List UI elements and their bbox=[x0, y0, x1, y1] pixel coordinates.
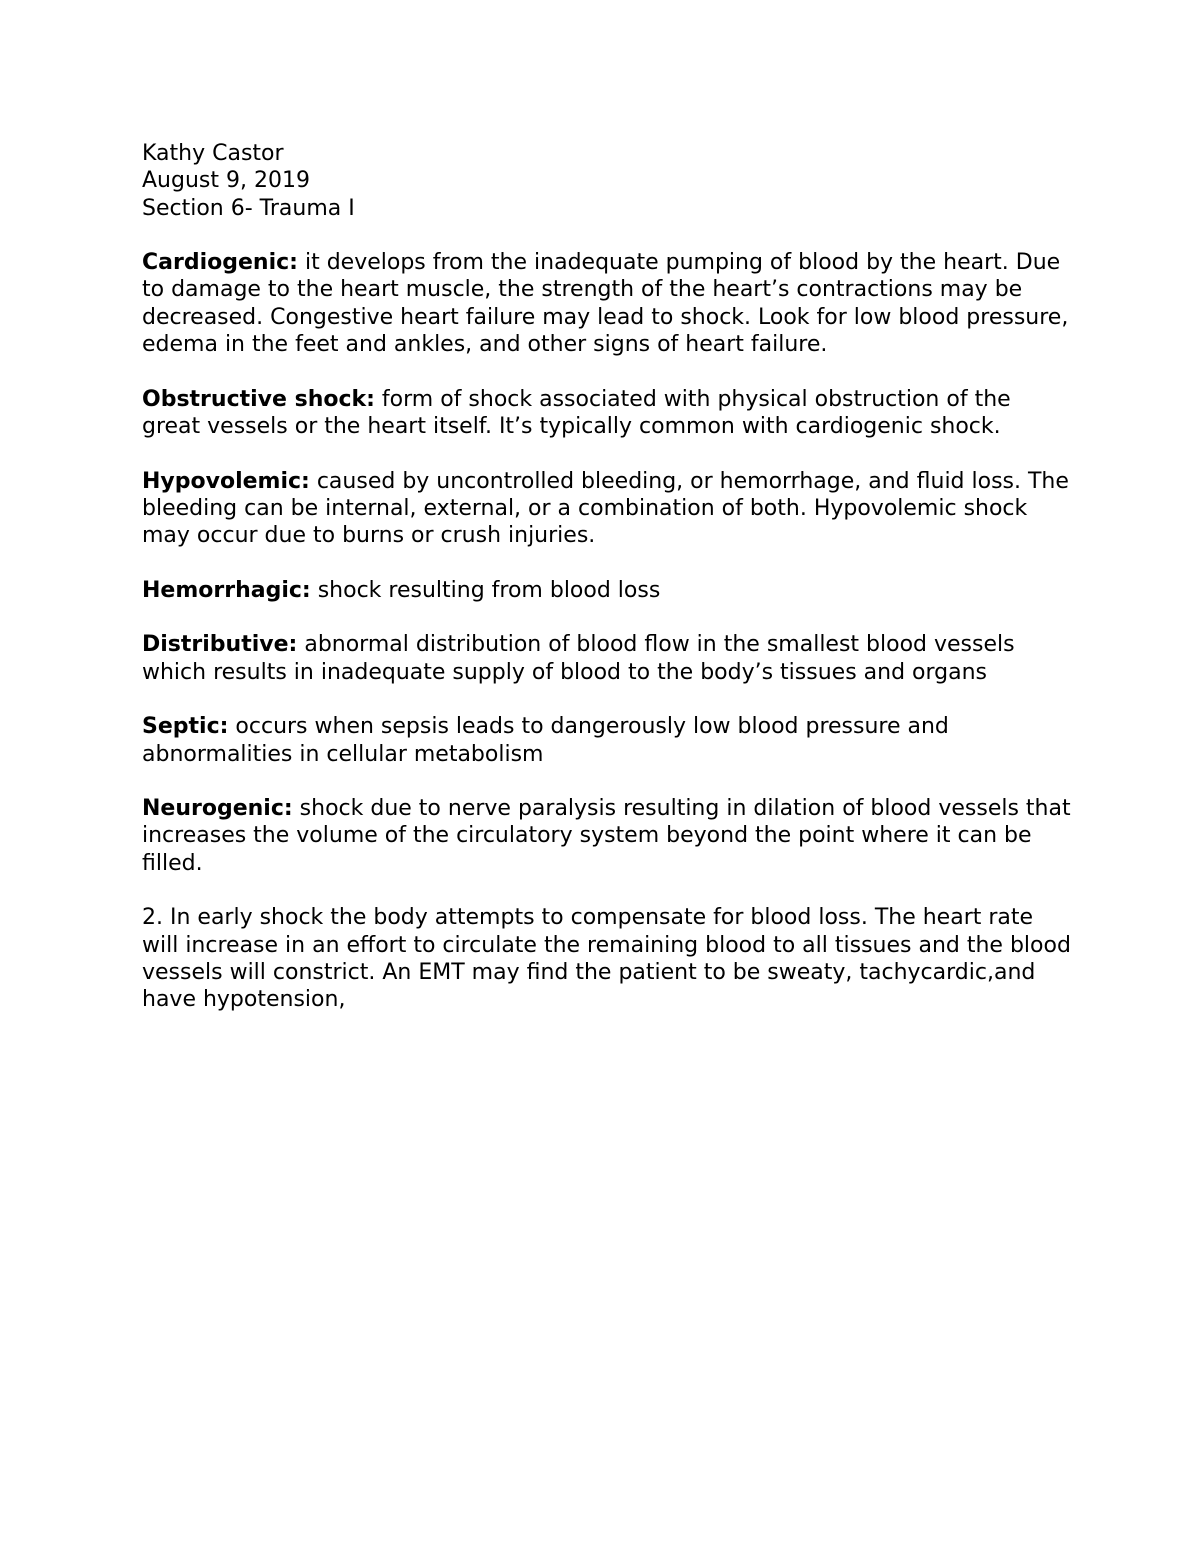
term-label: Obstructive shock: bbox=[142, 386, 375, 412]
definition-text: abnormal distribution of blood flow in the smallest blood vessels which results in inadequate supply of blood to the body’s tissues and organs bbox=[142, 632, 1015, 685]
definition-text: shock due to nerve paralysis resulting in dilation of blood vessels that increases the volume of the circulatory system beyond the point where it can be filled. bbox=[142, 796, 1071, 876]
section-title: Section 6- Trauma I bbox=[142, 195, 355, 221]
definition-text: it develops from the inadequate pumping of blood by the heart. Due to damage to the heart muscle, the strength of the heart’s contractions may be decreased. Congestive heart failure may lead to shock. Look for low blood pressure, edema in the feet and ankles, and other signs of heart failure. bbox=[142, 250, 1069, 358]
definition-septic bbox=[142, 713, 1072, 768]
definition-obstructive bbox=[142, 386, 1072, 441]
definition-text: form of shock associated with physical obstruction of the great vessels or the heart itself. It’s typically common with cardiogenic shock. bbox=[142, 386, 1011, 439]
document-date: August 9, 2019 bbox=[142, 168, 310, 194]
term-label: Distributive: bbox=[142, 632, 298, 658]
term-label: Hypovolemic: bbox=[142, 468, 310, 494]
definition-hemorrhagic bbox=[142, 577, 1072, 604]
term-label: Hemorrhagic: bbox=[142, 577, 311, 603]
answer-question-2: 2. In early shock the body attempts to compensate for blood loss. The heart rate will increase in an effort to circulate the remaining blood to all tissues and the blood vessels will constrict. An EMT may find the patient to be sweaty, tachycardic,and have hypotension, bbox=[142, 905, 1071, 1013]
author-name: Kathy Castor bbox=[142, 141, 284, 166]
definition-text: shock resulting from blood loss bbox=[310, 577, 661, 603]
definition-cardiogenic bbox=[142, 249, 1072, 358]
definition-neurogenic bbox=[142, 795, 1072, 877]
term-label: Septic: bbox=[142, 714, 229, 740]
term-label: Neurogenic: bbox=[142, 796, 293, 822]
definition-text: caused by uncontrolled bleeding, or hemorrhage, and fluid loss. The bleeding can be internal, external, or a combination of both. Hypovolemic shock may occur due to burns or crush injuries. bbox=[142, 468, 1069, 549]
definition-hypovolemic bbox=[142, 468, 1072, 550]
document-page bbox=[142, 140, 1072, 1041]
document-header bbox=[142, 140, 1072, 222]
definition-text: occurs when sepsis leads to dangerously low blood pressure and abnormalities in cellular metabolism bbox=[142, 714, 949, 767]
definition-distributive bbox=[142, 631, 1072, 686]
term-label: Cardiogenic: bbox=[142, 250, 298, 276]
